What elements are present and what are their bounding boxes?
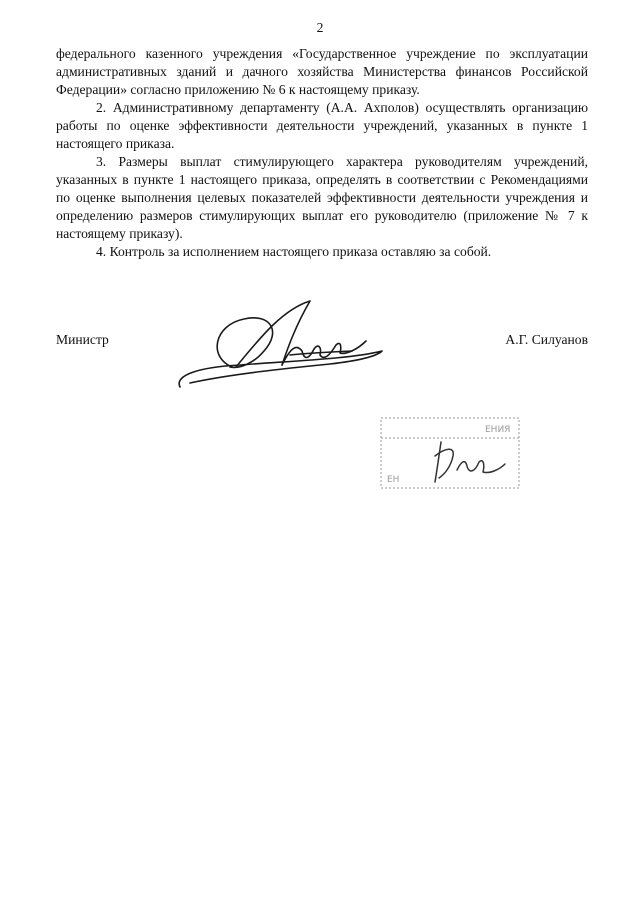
- signatory-role: Министр: [56, 332, 109, 347]
- signature-icon: [170, 295, 390, 405]
- initials-icon: [435, 442, 505, 482]
- paragraph-2: 2. Административному департаменту (А.А. Ахполов) осуществлять организацию работы по оценке эффективности деятельности учреждений, указанных в пункте 1 настоящего приказа.: [56, 100, 588, 151]
- page-number: 2: [316, 20, 324, 35]
- signatory-name: А.Г. Силуанов: [505, 332, 588, 347]
- paragraph-4: 4. Контроль за исполнением настоящего приказа оставляю за собой.: [96, 244, 492, 259]
- document-body: [56, 45, 588, 261]
- paragraph-1: федерального казенного учреждения «Государственное учреждение по эксплуатации административных зданий и дачного хозяйства Министерства финансов Российской Федерации» согласно приложению № 6 к настоящему приказу.: [56, 46, 588, 97]
- stamp-icon: [375, 412, 525, 494]
- stamp-fragment-left: ЕН: [387, 475, 400, 485]
- stamp-fragment-right: ЕНИЯ: [485, 425, 511, 435]
- paragraph-3: 3. Размеры выплат стимулирующего характера руководителям учреждений, указанных в пункте 1 настоящего приказа, определять в соответствии с Рекомендациями по оценке выполнения целевых показателей эффективности деятельности учреждения и определению размеров стимулирующих выплат его руководителю (приложение № 7 к настоящему приказу).: [56, 154, 588, 241]
